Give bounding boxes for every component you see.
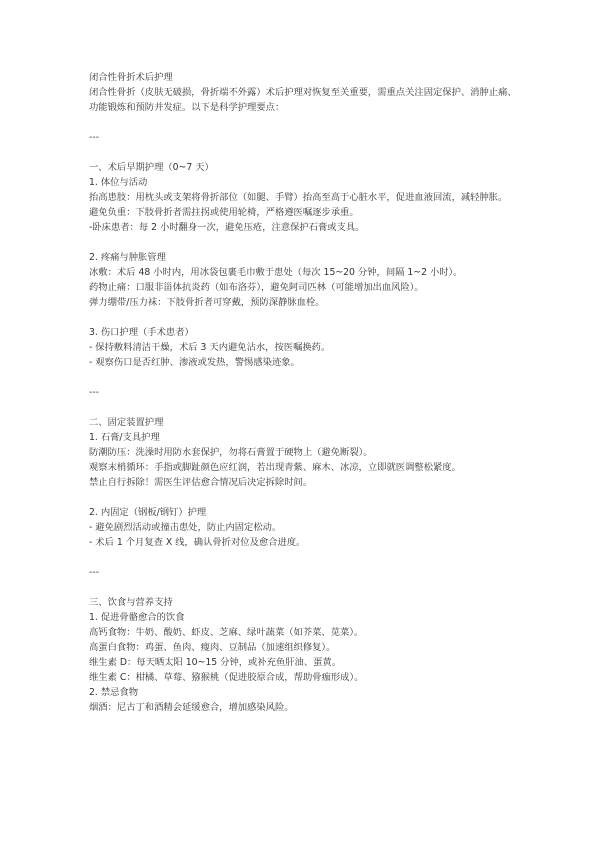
document-title: 闭合性骨折术后护理	[89, 72, 173, 83]
section-2-heading: 二、固定装置护理	[89, 417, 164, 428]
document-body	[89, 70, 519, 715]
paragraph: - 观察伤口是否红肿、渗液或发热，警惕感染迹象。	[89, 357, 300, 368]
section-2-2-heading: 2. 内固定（钢板/钢钉）护理	[89, 507, 207, 518]
paragraph: -卧床患者：每 2 小时翻身一次，避免压疮，注意保护石膏或支具。	[89, 222, 365, 233]
paragraph: 冰敷：术后 48 小时内，用冰袋包裹毛巾敷于患处（每次 15~20 分钟，间隔 1~2 小时）。	[89, 267, 463, 278]
paragraph: 药物止痛：口服非甾体抗炎药（如布洛芬），避免阿司匹林（可能增加出血风险）。	[89, 282, 424, 293]
paragraph: 禁止自行拆除！需医生评估愈合情况后决定拆除时间。	[89, 477, 313, 488]
paragraph: - 术后 1 个月复查 X 线，确认骨折对位及愈合进度。	[89, 537, 306, 548]
separator: ---	[89, 387, 100, 398]
paragraph: 防潮防压：洗澡时用防水套保护，勿将石膏置于硬物上（避免断裂）。	[89, 447, 373, 458]
paragraph: - 保持敷料清洁干燥，术后 3 天内避免沾水，按医嘱换药。	[89, 342, 331, 353]
section-1-2-heading: 2. 疼痛与肿胀管理	[89, 252, 166, 263]
paragraph: 烟酒：尼古丁和酒精会延缓愈合，增加感染风险。	[89, 702, 294, 713]
paragraph: - 避免剧烈活动或撞击患处，防止内固定松动。	[89, 522, 282, 533]
section-2-1-heading: 1. 石膏/支具护理	[89, 432, 160, 443]
intro-paragraph: 闭合性骨折（皮肤无破损，骨折端不外露）术后护理对恢复至关重要，需重点关注固定保护、消肿止痛、功能锻炼和预防并发症。以下是科学护理要点：	[89, 87, 517, 113]
paragraph: 维生素 C：柑橘、草莓、猕猴桃（促进胶原合成，帮助骨痂形成）。	[89, 672, 364, 683]
paragraph: 观察末梢循环：手指或脚趾颜色应红润，若出现青紫、麻木、冰凉，立即就医调整松紧度。	[89, 462, 461, 473]
section-3-2-heading: 2. 禁忌食物	[89, 687, 139, 698]
section-3-1-heading: 1. 促进骨骼愈合的饮食	[89, 612, 185, 623]
section-3-heading: 三、饮食与营养支持	[89, 597, 173, 608]
paragraph: 高蛋白食物：鸡蛋、鱼肉、瘦肉、豆制品（加速组织修复）。	[89, 642, 336, 653]
paragraph: 维生素 D：每天晒太阳 10~15 分钟，或补充鱼肝油、蛋黄。	[89, 657, 342, 668]
section-1-1-heading: 1. 体位与活动	[89, 177, 148, 188]
paragraph: 弹力绷带/压力袜：下肢骨折者可穿戴，预防深静脉血栓。	[89, 297, 325, 308]
paragraph: 高钙食物：牛奶、酸奶、虾皮、芝麻、绿叶蔬菜（如芥菜、苋菜）。	[89, 627, 364, 638]
paragraph: 避免负重：下肢骨折者需拄拐或使用轮椅，严格遵医嘱逐步承重。	[89, 207, 359, 218]
section-1-heading: 一、术后早期护理（0~7 天）	[89, 162, 214, 173]
separator: ---	[89, 567, 100, 578]
section-1-3-heading: 3. 伤口护理（手术患者）	[89, 327, 194, 338]
separator: ---	[89, 132, 100, 143]
paragraph: 抬高患肢：用枕头或支架将骨折部位（如腿、手臂）抬高至高于心脏水平，促进血液回流，减轻肿胀。	[89, 192, 508, 203]
